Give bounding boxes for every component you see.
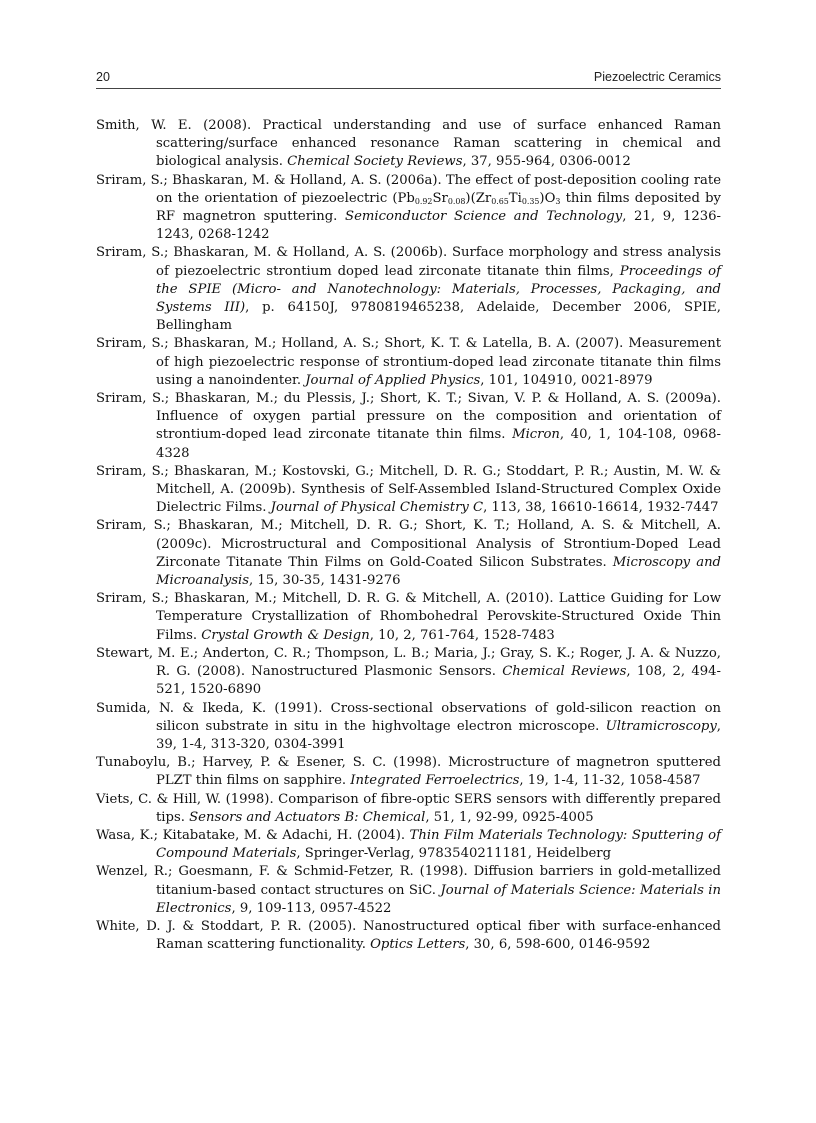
reference-item: Sriram, S.; Bhaskaran, M.; Mitchell, D. R. G.; Short, K. T.; Holland, A. S. & Mitchell, A. (2009c). Microstructural and Compositional Analysis of Strontium-Doped Lead Zirconate Titanate Thin Films on Gold-Coated Silicon Substrates. Microscopy and Microanalysis, 15, 30-35, 1431-9276: [96, 518, 722, 589]
journal-title: Crystal Growth & Design: [201, 627, 370, 643]
journal-title: Sensors and Actuators B: Chemical: [189, 809, 426, 825]
journal-title: Journal of Applied Physics: [305, 372, 481, 388]
journal-title: Journal of Physical Chemistry C: [270, 500, 484, 516]
journal-title: Chemical Society Reviews: [287, 154, 463, 170]
journal-title: Microscopy and Microanalysis: [156, 554, 722, 589]
running-title: Piezoelectric Ceramics: [593, 70, 721, 84]
reference-item: Stewart, M. E.; Anderton, C. R.; Thompson, L. B.; Maria, J.; Gray, S. K.; Roger, J. A. & Nuzzo, R. G. (2008). Nanostructured Plasmonic Sensors. Chemical Reviews, 108, 2, 494-521, 1520-6890: [96, 645, 721, 698]
journal-title: Optics Letters: [370, 937, 466, 953]
reference-item: Sriram, S.; Bhaskaran, M.; du Plessis, J.; Short, K. T.; Sivan, V. P. & Holland, A. S. (2009a). Influence of oxygen partial pressure on the composition and orientation of strontium-doped lead zirconate titanate thin films. Micron, 40, 1, 104-108, 0968-4328: [96, 391, 721, 461]
reference-item: Tunaboylu, B.; Harvey, P. & Esener, S. C. (1998). Microstructure of magnetron sputtered PLZT thin films on sapphire. Integrated Ferroelectrics, 19, 1-4, 11-32, 1058-4587: [96, 755, 721, 789]
page-header: [96, 70, 721, 89]
reference-item: Wenzel, R.; Goesmann, F. & Schmid-Fetzer, R. (1998). Diffusion barriers in gold-metallized titanium-based contact structures on SiC. Journal of Materials Science: Materials in Electronics, 9, 109-113, 0957-4522: [96, 864, 721, 916]
journal-title: Integrated Ferroelectrics: [350, 773, 520, 789]
reference-list: [96, 117, 721, 954]
reference-item: Sumida, N. & Ikeda, K. (1991). Cross-sectional observations of gold-silicon reaction on silicon substrate in situ in the highvoltage electron microscope. Ultramicroscopy, 39, 1-4, 313-320, 0304-3991: [96, 700, 721, 752]
reference-item: White, D. J. & Stoddart, P. R. (2005). Nanostructured optical fiber with surface-enhanced Raman scattering functionality. Optics Letters, 30, 6, 598-600, 0146-9592: [96, 918, 721, 953]
journal-title: Proceedings of the SPIE (Micro- and Nanotechnology: Materials, Processes, Packaging, and Systems III): [156, 263, 721, 316]
reference-item: Sriram, S.; Bhaskaran, M.; Mitchell, D. R. G. & Mitchell, A. (2010). Lattice Guiding for Low Temperature Crystallization of Rhombohedral Perovskite-Structured Oxide Thin Films. Crystal Growth & Design, 10, 2, 761-764, 1528-7483: [96, 591, 721, 643]
journal-title: Semiconductor Science and Technology: [345, 209, 623, 225]
page-number: 20: [96, 70, 110, 84]
reference-item: Wasa, K.; Kitabatake, M. & Adachi, H. (2004). Thin Film Materials Technology: Sputtering of Compound Materials, Springer-Verlag, 9783540211181, Heidelberg: [96, 827, 721, 862]
reference-item: Sriram, S.; Bhaskaran, M. & Holland, A. S. (2006a). The effect of post-deposition cooling rate on the orientation of piezoelectric $(Pb_{0.92}Sr_{0.08})(Zr_{0.65}Ti_{0.35})O_3$ thin films deposited by RF magnetron sputtering. Semiconductor Science and Technology, 21, 9, 1236-1243, 0268-1242: [96, 172, 721, 243]
reference-item: Viets, C. & Hill, W. (1998). Comparison of fibre-optic SERS sensors with differently prepared tips. Sensors and Actuators B: Chemical, 51, 1, 92-99, 0925-4005: [96, 791, 721, 825]
journal-title: Journal of Materials Science: Materials in Electronics: [156, 882, 721, 916]
reference-item: Sriram, S.; Bhaskaran, M. & Holland, A. S. (2006b). Surface morphology and stress analysis of piezoelectric strontium doped lead zirconate titanate thin films, Proceedings of the SPIE (Micro- and Nanotechnology: Materials, Processes, Packaging, and Systems III), p. 64150J, 9780819465238, Adelaide, December 2006, SPIE, Bellingham: [96, 245, 721, 334]
reference-item: Smith, W. E. (2008). Practical understanding and use of surface enhanced Raman scattering/surface enhanced resonance Raman scattering in chemical and biological analysis. Chemical Society Reviews, 37, 955-964, 0306-0012: [96, 118, 721, 170]
reference-item: Sriram, S.; Bhaskaran, M.; Kostovski, G.; Mitchell, D. R. G.; Stoddart, P. R.; Austin, M. W. & Mitchell, A. (2009b). Synthesis of Self-Assembled Island-Structured Complex Oxide Dielectric Films. Journal of Physical Chemistry C, 113, 38, 16610-16614, 1932-7447: [96, 463, 721, 516]
journal-title: Thin Film Materials Technology: Sputtering of Compound Materials: [156, 827, 721, 862]
journal-title: Micron: [512, 427, 560, 443]
reference-item: Sriram, S.; Bhaskaran, M.; Holland, A. S.; Short, K. T. & Latella, B. A. (2007). Measurement of high piezoelectric response of strontium-doped lead zirconate titanate thin films using a nanoindenter. Journal of Applied Physics, 101, 104910, 0021-8979: [96, 336, 721, 388]
journal-title: Chemical Reviews: [502, 664, 627, 680]
journal-title: Ultramicroscopy: [605, 718, 717, 734]
